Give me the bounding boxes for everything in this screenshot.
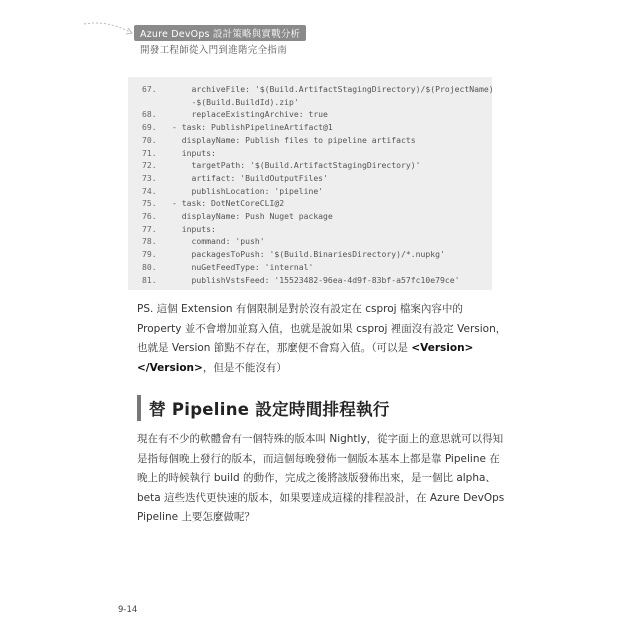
code-line-number: 79. xyxy=(142,249,157,260)
page-number: 9-14 xyxy=(118,605,138,615)
code-line xyxy=(142,108,328,121)
ps-note-version-tag: <Version></Version> xyxy=(137,342,474,374)
code-line xyxy=(142,185,323,198)
code-line-number: 70. xyxy=(142,134,157,145)
code-line-text: targetPath: '$(Build.ArtifactStagingDirectory)' xyxy=(172,160,421,171)
code-line xyxy=(142,83,494,96)
code-line-number: 73. xyxy=(142,172,157,183)
section-heading: 替 Pipeline 設定時間排程執行 xyxy=(149,400,390,419)
code-line xyxy=(142,223,216,236)
body-paragraph: 現在有不少的軟體會有一個特殊的版本叫 Nightly，從字面上的意思就可以得知是指每個晚上發行的版本，而這個每晚發佈一個版本基本上都是靠 Pipeline 在晚上的時候執行 build 的動作，完成之後將該版發佈出來，是一個比 alpha、beta 這些迭代更快速的版本，如果要達成這樣的排程設計，在 Azure DevOps Pipeline 上要怎麼做呢？ xyxy=(137,433,505,524)
code-line-number: 72. xyxy=(142,160,157,171)
code-line-text: -$(Build.BuildId).zip' xyxy=(172,96,299,107)
header-swoosh-decoration xyxy=(82,18,142,48)
code-line xyxy=(142,159,421,172)
code-line-number: 67. xyxy=(142,84,157,94)
ps-note-text: PS. 這個 Extension 有個限制是對於沒有設定在 csproj 檔案內容中的 Property 並不會增加並寫入值，也就是說如果 csproj 裡面沒有設定 Version，也就是 Version 節點不存在，那麼便不會寫入值。（可以是 xyxy=(137,303,507,355)
code-line xyxy=(142,248,445,261)
code-line-text: packagesToPush: '$(Build.BinariesDirectory)/*.nupkg' xyxy=(172,249,445,260)
code-line-number: 69. xyxy=(142,122,157,133)
code-line-text: - task: DotNetCoreCLI@2 xyxy=(172,198,285,209)
code-line xyxy=(142,210,333,223)
code-line xyxy=(142,147,216,160)
ps-note-ending: ，但是不能沒有） xyxy=(202,361,287,374)
code-line xyxy=(142,96,299,109)
book-subtitle: 開發工程師從入門到進階完全指南 xyxy=(140,45,288,56)
code-line xyxy=(142,261,313,274)
code-line xyxy=(142,121,333,134)
code-line xyxy=(142,134,416,147)
code-line xyxy=(142,197,284,210)
code-line xyxy=(142,274,460,287)
code-block xyxy=(128,77,492,290)
book-title: Azure DevOps 設計策略與實戰分析 xyxy=(134,25,306,41)
code-line-text: - task: PublishPipelineArtifact@1 xyxy=(172,122,333,133)
code-line-number: 78. xyxy=(142,236,157,247)
code-line-number: 68. xyxy=(142,109,157,120)
code-line-text: artifact: 'BuildOutputFiles' xyxy=(172,172,328,183)
code-line-text: displayName: Push Nuget package xyxy=(172,211,333,221)
code-line-text: publishVstsFeed: '15523482-96ea-4d9f-83bf-a57fc10e79ce' xyxy=(172,274,460,285)
code-line-number: 81. xyxy=(142,274,157,285)
code-line-text: displayName: Publish files to pipeline artifacts xyxy=(172,134,416,145)
code-line-text: inputs: xyxy=(172,147,216,158)
code-line xyxy=(142,172,328,185)
code-line-number: 76. xyxy=(142,211,157,221)
code-line-number: 71. xyxy=(142,147,157,158)
code-line-number: 80. xyxy=(142,261,157,272)
code-line-text: inputs: xyxy=(172,223,216,234)
section-marker xyxy=(137,395,141,421)
code-line-text: command: 'push' xyxy=(172,236,265,247)
running-header xyxy=(0,18,640,58)
code-line-text: nuGetFeedType: 'internal' xyxy=(172,261,314,272)
ps-note xyxy=(137,300,509,378)
code-line xyxy=(142,235,265,248)
code-line-text: replaceExistingArchive: true xyxy=(172,109,328,120)
code-line-number: 77. xyxy=(142,223,157,234)
code-line-text: archiveFile: '$(Build.ArtifactStagingDirectory)/$(ProjectName) xyxy=(172,84,494,94)
code-line-number: 75. xyxy=(142,198,157,209)
code-line-text: publishLocation: 'pipeline' xyxy=(172,185,324,196)
code-line-number: 74. xyxy=(142,185,157,196)
